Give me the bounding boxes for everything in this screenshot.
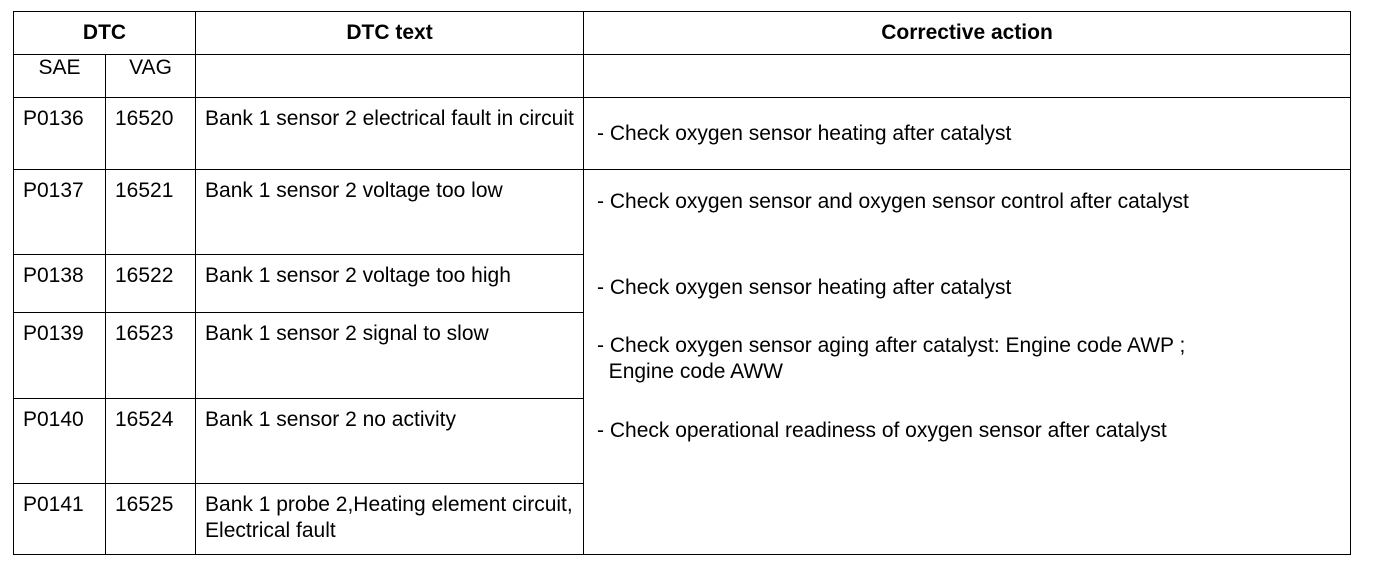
- corrective-action-item: - Check oxygen sensor heating after catalyst: [597, 276, 1012, 299]
- header-corrective-action: Corrective action: [584, 12, 1351, 55]
- sae-code: P0136: [14, 98, 106, 170]
- table-row: [14, 98, 1351, 170]
- dtc-description: Bank 1 sensor 2 voltage too low: [196, 170, 584, 255]
- header-dtc: DTC: [14, 12, 196, 55]
- dtc-description: Bank 1 sensor 2 no activity: [196, 399, 584, 484]
- vag-code: 16523: [106, 313, 196, 399]
- header-dtc-text: DTC text: [196, 12, 584, 55]
- dtc-description: Bank 1 probe 2,Heating element circuit, Electrical fault: [196, 484, 584, 555]
- corrective-action-group: [584, 170, 1351, 555]
- corrective-action-item: - Check operational readiness of oxygen sensor after catalyst: [597, 419, 1167, 442]
- corrective-action-item: - Check oxygen sensor and oxygen sensor control after catalyst: [597, 190, 1189, 213]
- subheader-empty-action: [584, 55, 1351, 98]
- sae-code: P0137: [14, 170, 106, 255]
- vag-code: 16520: [106, 98, 196, 170]
- table-row: [14, 170, 1351, 255]
- vag-code: 16521: [106, 170, 196, 255]
- dtc-table-frame: [13, 11, 1350, 551]
- dtc-description: Bank 1 sensor 2 electrical fault in circuit: [196, 98, 584, 170]
- subheader-empty-text: [196, 55, 584, 98]
- sae-code: P0141: [14, 484, 106, 555]
- corrective-action-cell: - Check oxygen sensor heating after catalyst: [584, 98, 1351, 170]
- subheader-row: [14, 55, 1351, 98]
- dtc-table: [13, 11, 1351, 555]
- dtc-description: Bank 1 sensor 2 voltage too high: [196, 255, 584, 313]
- header-sae: SAE: [14, 55, 106, 98]
- sae-code: P0138: [14, 255, 106, 313]
- corrective-action-item: - Check oxygen sensor aging after catalyst: Engine code AWP ; Engine code AWW: [597, 334, 1186, 383]
- vag-code: 16524: [106, 399, 196, 484]
- sae-code: P0140: [14, 399, 106, 484]
- vag-code: 16525: [106, 484, 196, 555]
- dtc-description: Bank 1 sensor 2 signal to slow: [196, 313, 584, 399]
- sae-code: P0139: [14, 313, 106, 399]
- header-vag: VAG: [106, 55, 196, 98]
- header-row: [14, 12, 1351, 55]
- vag-code: 16522: [106, 255, 196, 313]
